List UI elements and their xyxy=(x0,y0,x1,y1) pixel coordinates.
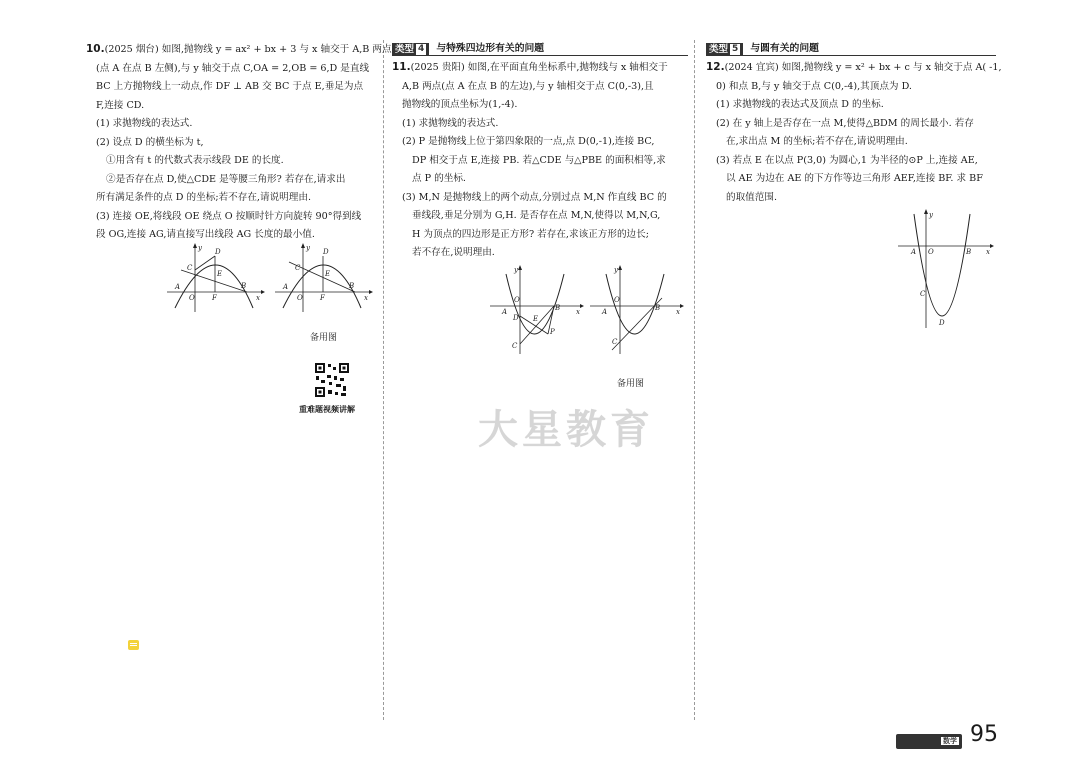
axis-label: x xyxy=(364,294,368,302)
q10-sub: (2) 设点 D 的横坐标为 t, xyxy=(96,136,204,148)
q10-sub: ①用含有 t 的代数式表示线段 DE 的长度. xyxy=(106,155,284,166)
brand-subject: 数学 xyxy=(943,737,957,745)
point-label: D xyxy=(939,319,945,327)
q12-sub: 在,求出点 M 的坐标;若不存在,请说明理由. xyxy=(726,136,908,147)
q11-sub: (3) M,N 是抛物线上的两个动点,分别过点 M,N 作直线 BC 的 xyxy=(402,191,667,203)
q12-sub: (2) 在 y 轴上是否存在一点 M,使得△BDM 的周长最小. 若存 xyxy=(716,117,974,129)
section-tag-number: 4 xyxy=(418,43,425,54)
axis-label: y xyxy=(306,244,310,252)
page-number: 95 xyxy=(970,722,998,747)
q10-sub: (1) 求抛物线的表达式. xyxy=(96,118,193,129)
q11-figure-main xyxy=(488,264,584,356)
q12-sub: 以 AE 为边在 AE 的下方作等边三角形 AEF,连接 BF. 求 BF xyxy=(726,173,983,184)
section-header-5 xyxy=(706,40,996,56)
question-11 xyxy=(392,40,688,263)
qr-code-icon[interactable] xyxy=(314,362,350,398)
point-label: D xyxy=(215,248,221,256)
point-label: E xyxy=(533,315,539,323)
q11-sub: H 为顶点的四边形是正方形? 若存在,求该正方形的边长; xyxy=(412,228,649,240)
q11-sub: 若不存在,说明理由. xyxy=(412,247,495,258)
point-label: C xyxy=(187,264,193,272)
point-label: O xyxy=(928,248,934,256)
brand-logo xyxy=(896,734,962,749)
q10-line: (2025 烟台) 如图,抛物线 y = ax² + bx + 3 与 x 轴交于 A,B 两点 xyxy=(104,44,392,55)
point-label: B xyxy=(349,282,355,290)
column-divider-right xyxy=(694,40,695,720)
point-label: B xyxy=(655,304,661,312)
axis-label: y xyxy=(514,266,518,274)
point-label: B xyxy=(966,248,972,256)
section-header-4 xyxy=(392,40,688,56)
section-tag-number: 5 xyxy=(732,43,739,54)
point-label: A xyxy=(502,308,508,316)
axis-label: x xyxy=(256,294,260,302)
q10-sub: 段 OG,连接 AG,请直接写出线段 AG 长度的最小值. xyxy=(96,229,315,240)
section-title: 与圆有关的问题 xyxy=(750,43,819,54)
point-label: F xyxy=(212,294,217,302)
q10-sub: ②是否存在点 D,使△CDE 是等腰三角形? 若存在,请求出 xyxy=(106,173,346,185)
point-label: D xyxy=(323,248,329,256)
point-label: P xyxy=(550,328,555,336)
axis-label: y xyxy=(614,266,618,274)
question-number: 10. xyxy=(86,43,105,55)
q10-line: BC 上方抛物线上一动点,作 DF ⊥ AB 交 BC 于点 E,垂足为点 xyxy=(96,81,364,92)
question-10 xyxy=(86,40,392,245)
q11-figure-backup xyxy=(588,264,684,356)
point-label: B xyxy=(555,304,561,312)
q11-sub: (2) P 是抛物线上位于第四象限的一点,点 D(0,-1),连接 BC, xyxy=(402,136,655,147)
section-tag: 类型 5 xyxy=(706,43,743,56)
axis-label: y xyxy=(929,211,933,219)
axis-label: x xyxy=(576,308,580,316)
q10-sub: 所有满足条件的点 D 的坐标;若不存在,请说明理由. xyxy=(96,192,311,203)
q11-line: 抛物线的顶点坐标为(1,-4). xyxy=(402,99,518,110)
point-label: E xyxy=(325,270,331,278)
point-label: C xyxy=(612,338,618,346)
q12-sub: (3) 若点 E 在以点 P(3,0) 为圆心,1 为半径的⊙P 上,连接 AE, xyxy=(716,154,978,166)
point-label: O xyxy=(614,296,620,304)
point-label: E xyxy=(217,270,223,278)
point-label: F xyxy=(320,294,325,302)
question-number: 12. xyxy=(706,61,725,73)
axis-label: x xyxy=(986,248,990,256)
q12-sub: 的取值范围. xyxy=(726,191,778,203)
watermark: 大星教育 xyxy=(478,407,654,453)
axis-label: x xyxy=(676,308,680,316)
note-icon[interactable] xyxy=(128,640,139,650)
question-12 xyxy=(706,40,1002,207)
section-tag: 类型 4 xyxy=(392,43,429,56)
q11-sub: 垂线段,垂足分别为 G,H. 是否存在点 M,N,使得以 M,N,G, xyxy=(412,210,661,221)
point-label: O xyxy=(189,294,195,302)
point-label: A xyxy=(911,248,917,256)
q11-backup-caption: 备用图 xyxy=(617,379,645,389)
column-divider-left xyxy=(383,40,384,720)
q10-backup-caption: 备用图 xyxy=(310,333,338,343)
point-label: D xyxy=(513,314,519,322)
question-number: 11. xyxy=(392,61,411,73)
q10-line: (点 A 在点 B 左侧),与 y 轴交于点 C,OA = 2,OB = 6,D 是直线 xyxy=(96,62,370,74)
point-label: A xyxy=(602,308,608,316)
q12-figure xyxy=(896,208,994,330)
axis-label: y xyxy=(198,244,202,252)
q10-line: F,连接 CD. xyxy=(96,99,145,111)
point-label: A xyxy=(175,283,181,291)
q11-sub: 点 P 的坐标. xyxy=(412,173,466,184)
point-label: B xyxy=(241,282,247,290)
point-label: C xyxy=(295,264,301,272)
q11-line: A,B 两点(点 A 在点 B 的左边),与 y 轴相交于点 C(0,-3),且 xyxy=(402,80,654,92)
q10-figure-backup xyxy=(273,242,373,314)
point-label: C xyxy=(920,290,926,298)
q10-sub: (3) 连接 OE,将线段 OE 绕点 O 按顺时针方向旋转 90°得到线 xyxy=(96,210,362,222)
q12-line: 0) 和点 B,与 y 轴交于点 C(0,-4),其顶点为 D. xyxy=(716,80,912,92)
q11-line: (2025 贵阳) 如图,在平面直角坐标系中,抛物线与 x 轴相交于 xyxy=(410,62,668,73)
section-title: 与特殊四边形有关的问题 xyxy=(436,43,545,54)
q10-figure-main xyxy=(165,242,265,314)
q11-sub: DP 相交于点 E,连接 PB. 若△CDE 与△PBE 的面积相等,求 xyxy=(412,154,666,166)
q12-line: (2024 宜宾) 如图,抛物线 y = x² + bx + c 与 x 轴交于点 A( -1, xyxy=(724,62,1002,73)
point-label: O xyxy=(514,296,520,304)
point-label: C xyxy=(512,342,518,350)
q12-sub: (1) 求抛物线的表达式及顶点 D 的坐标. xyxy=(716,99,884,110)
q11-sub: (1) 求抛物线的表达式. xyxy=(402,117,499,129)
qr-caption: 重难题视频讲解 xyxy=(299,405,355,414)
point-label: A xyxy=(283,283,289,291)
point-label: O xyxy=(297,294,303,302)
